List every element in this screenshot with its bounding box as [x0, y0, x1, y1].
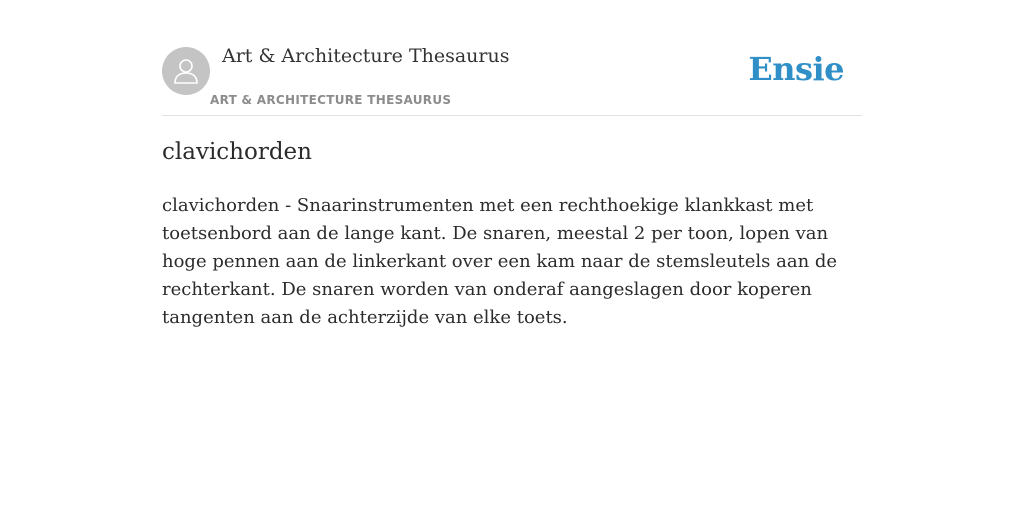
author-subtitle[interactable]: ART & ARCHITECTURE THESAURUS — [210, 93, 452, 107]
entry-definition: clavichorden - Snaarinstrumenten met een rechthoekige klankkast met toetsenbord aan de lange kant. De snaren, meestal 2 per toon, lopen van hoge pennen aan de linkerkant over een kam naar de stemsleutels aan de rechterkant. De snaren worden van onderaf aangeslagen door koperen tangenten aan de achterzijde van elke toets. — [162, 195, 838, 328]
entry-title: clavichorden — [162, 139, 312, 165]
content-container — [162, 0, 862, 328]
header — [162, 0, 862, 116]
avatar[interactable] — [162, 47, 210, 95]
author-name[interactable]: Art & Architecture Thesaurus — [222, 45, 510, 67]
ensie-logo[interactable]: Ensie — [748, 50, 844, 88]
user-icon — [171, 56, 201, 86]
